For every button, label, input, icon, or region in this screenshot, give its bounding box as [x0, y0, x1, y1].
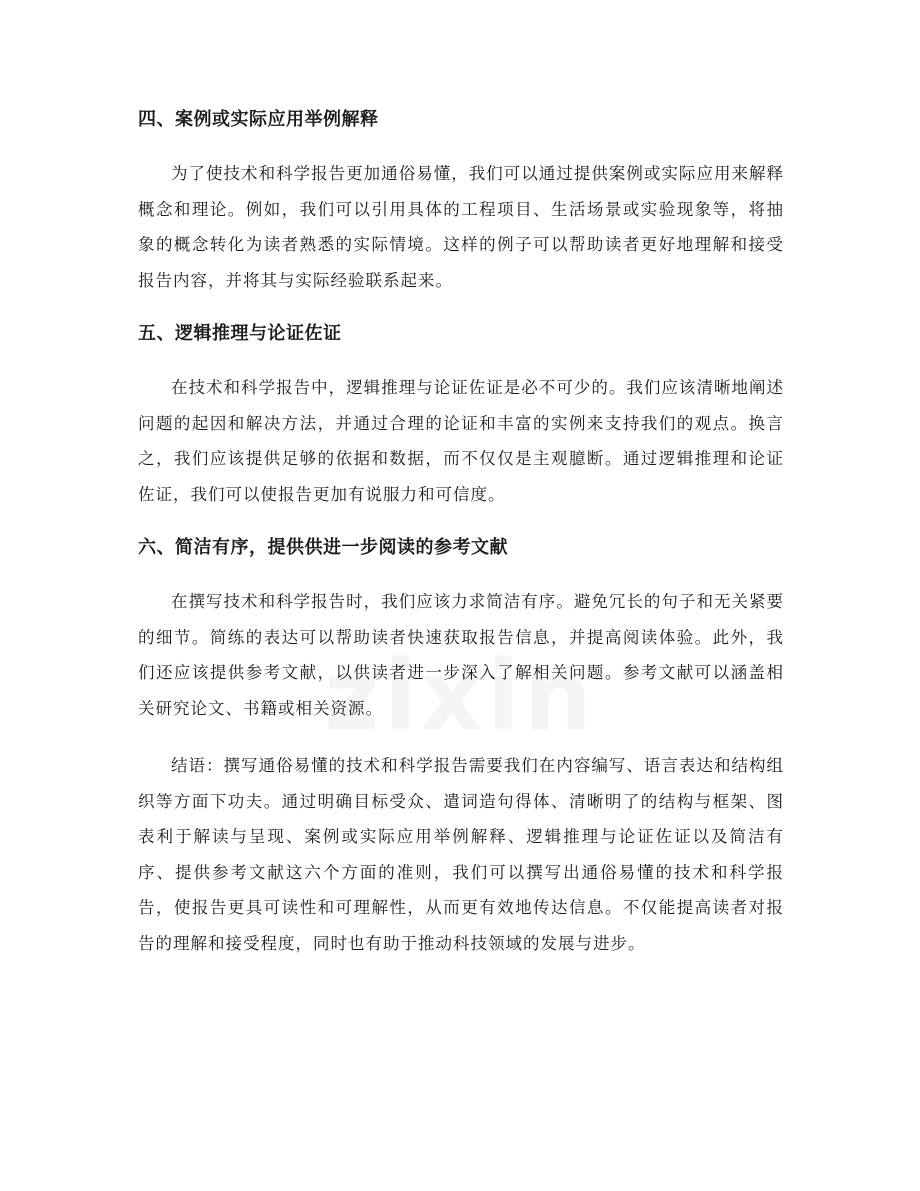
section-paragraph-5: 在技术和科学报告中，逻辑推理与论证佐证是必不可少的。我们应该清晰地阐述问题的起因和解决方法，并通过合理的论证和丰富的实例来支持我们的观点。换言之，我们应该提供足够的依据和数据，而不仅仅是主观臆断。通过逻辑推理和论证佐证，我们可以使报告更加有说服力和可信度。 [138, 378, 784, 504]
section-heading-4: 四、案例或实际应用举例解释 [138, 109, 379, 130]
section-paragraph-4: 为了使技术和科学报告更加通俗易懂，我们可以通过提供案例或实际应用来解释概念和理论。例如，我们可以引用具体的工程项目、生活场景或实验现象等，将抽象的概念转化为读者熟悉的实际情境。这样的例子可以帮助读者更好地理解和接受报告内容，并将其与实际经验联系起来。 [138, 164, 784, 290]
document-body [138, 106, 784, 983]
conclusion-paragraph: 结语：撰写通俗易懂的技术和科学报告需要我们在内容编写、语言表达和结构组织等方面下功夫。通过明确目标受众、遣词造句得体、清晰明了的结构与框架、图表利于解读与呈现、案例或实际应用举例解释、逻辑推理与论证佐证以及简洁有序、提供参考文献这六个方面的准则，我们可以撰写出通俗易懂的技术和科学报告，使报告更具可读性和可理解性，从而更有效地传达信息。不仅能提高读者对报告的理解和接受程度，同时也有助于推动科技领域的发展与进步。 [138, 756, 784, 953]
section-heading-6: 六、简洁有序，提供供进一步阅读的参考文献 [138, 537, 508, 558]
section-heading-5: 五、逻辑推理与论证佐证 [138, 323, 342, 344]
section-paragraph-6: 在撰写技术和科学报告时，我们应该力求简洁有序。避免冗长的句子和无关紧要的细节。简练的表达可以帮助读者快速获取报告信息，并提高阅读体验。此外，我们还应该提供参考文献，以供读者进一步深入了解相关问题。参考文献可以涵盖相关研究论文、书籍或相关资源。 [138, 592, 784, 718]
